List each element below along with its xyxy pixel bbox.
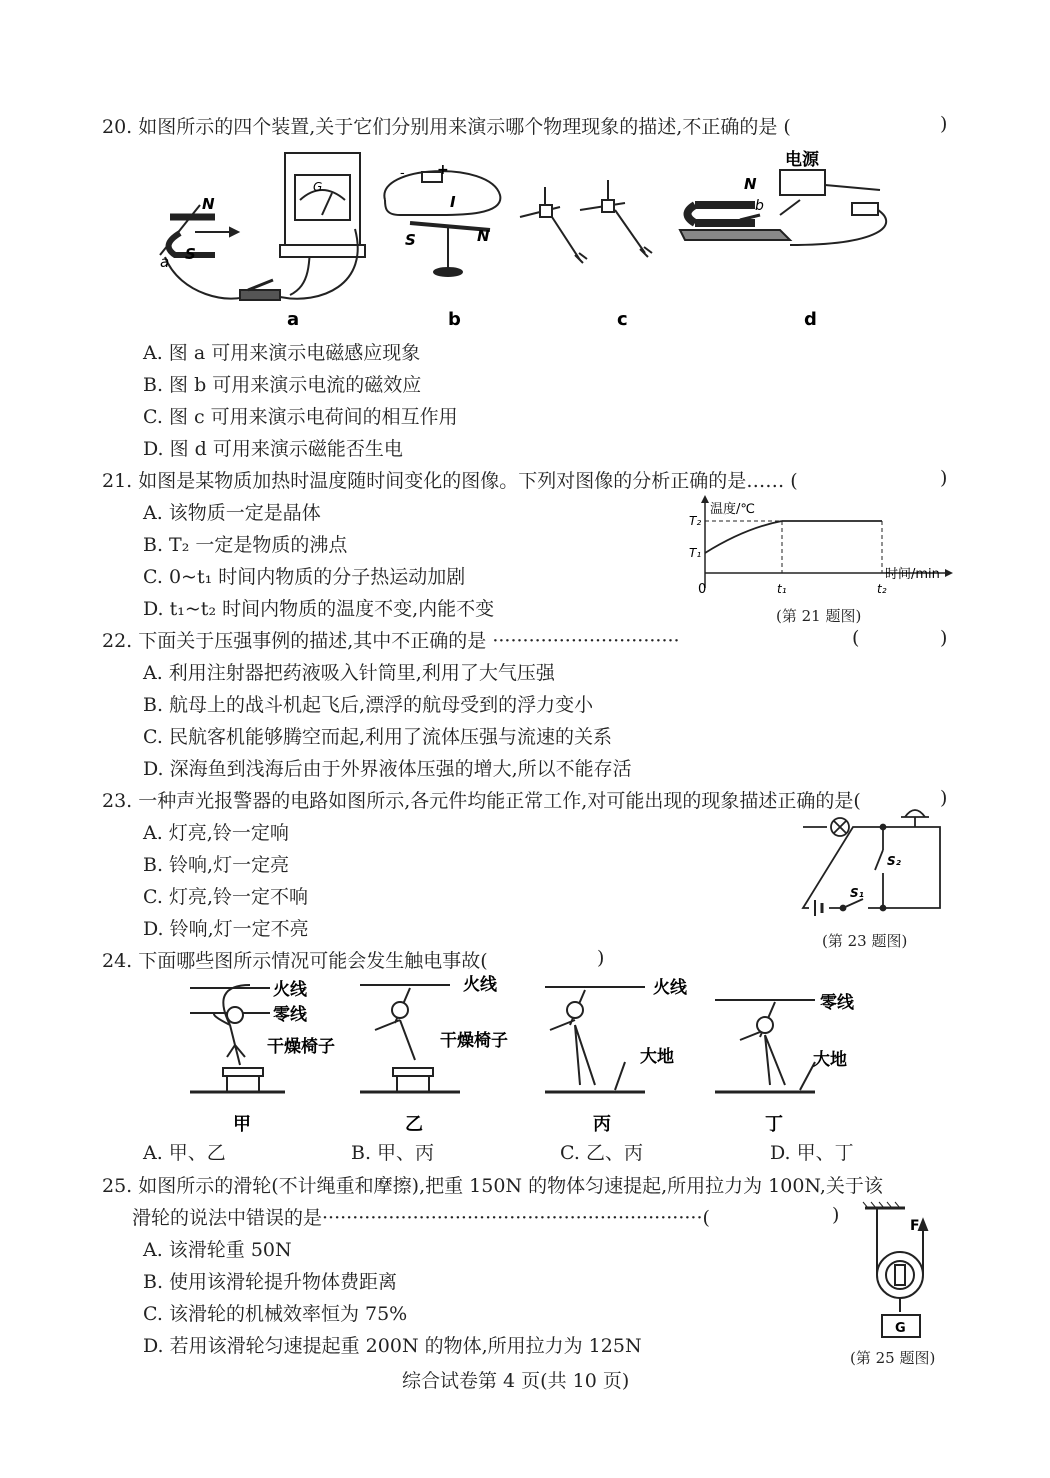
q24-option-c: C. 乙、丙 (560, 1142, 643, 1164)
fig-b-plus: + (437, 162, 449, 178)
graph-ylabel: 温度/℃ (710, 502, 755, 517)
q24-option-b: B. 甲、丙 (351, 1142, 435, 1164)
pulley-axle (895, 1265, 905, 1285)
q24-option-d: D. 甲、丁 (770, 1142, 854, 1164)
figure-b-apparatus (384, 171, 500, 276)
fig-a-n-label: N (202, 195, 215, 213)
fig-label-c: c (617, 309, 628, 330)
q25-stem-line2: 滑轮的说法中错误的是·······························································( (132, 1207, 710, 1229)
q20-close-paren: ) (940, 113, 948, 135)
q21-close-paren: ) (940, 467, 948, 489)
fig-jia-caption: 甲 (233, 1114, 251, 1135)
figure-a-apparatus (160, 153, 365, 300)
q20-figures (140, 145, 920, 330)
q22-option-d: D. 深海鱼到浅海后由于外界液体压强的增大,所以不能存活 (143, 758, 632, 780)
q25-option-d: D. 若用该滑轮匀速提起重 200N 的物体,所用拉力为 125N (143, 1335, 642, 1357)
q23-option-b: B. 铃响,灯一定亮 (143, 854, 290, 876)
q25-option-c: C. 该滑轮的机械效率恒为 75% (143, 1303, 408, 1325)
q22-open-paren: ( (852, 627, 860, 649)
q22-close-paren: ) (940, 627, 948, 649)
q21-graph (685, 493, 955, 608)
fig-d-b-label: b (755, 198, 764, 214)
graph-t2-label: T₂ (689, 514, 702, 528)
graph-t2-tick: t₂ (877, 582, 887, 596)
graph-xlabel: 时间/min (885, 567, 940, 582)
q23-option-a: A. 灯亮,铃一定响 (143, 822, 289, 844)
q21-stem: 21. 如图是某物质加热时温度随时间变化的图像。下列对图像的分析正确的是…… ( (102, 470, 798, 492)
force-f-label: F (910, 1218, 920, 1234)
q25-stem-line1: 25. 如图所示的滑轮(不计绳重和摩擦),把重 150N 的物体匀速提起,所用拉力为 100N,关于该 (102, 1175, 883, 1197)
q20-stem: 20. 如图所示的四个装置,关于它们分别用来演示哪个物理现象的描述,不正确的是 ( (102, 116, 791, 138)
fig-yi-chair-label: 干燥椅子 (440, 1031, 508, 1051)
fig-bing-caption: 丙 (593, 1114, 611, 1135)
q25-option-a: A. 该滑轮重 50N (143, 1239, 292, 1261)
junction-bottom (881, 906, 886, 911)
force-arrow (919, 1220, 927, 1230)
fig-yi-live-label: 火线 (463, 975, 497, 995)
fig-a-g-label: G (313, 180, 323, 194)
heating-curve (705, 521, 782, 553)
x-axis-arrow (945, 569, 953, 577)
fig-b-minus: - (400, 166, 405, 181)
q25-close-paren: ) (832, 1204, 840, 1226)
fig-jia-neutral-label: 零线 (273, 1005, 307, 1025)
graph-origin: 0 (698, 582, 707, 597)
q23-circuit (795, 805, 955, 920)
q21-option-c: C. 0~t₁ 时间内物质的分子热运动加剧 (143, 566, 466, 588)
q25-pulley (860, 1200, 950, 1345)
q21-option-b: B. T₂ 一定是物质的沸点 (143, 534, 348, 556)
graph-t1-tick: t₁ (777, 582, 787, 596)
fig-yi-caption: 乙 (405, 1114, 423, 1135)
battery-gap (809, 900, 829, 916)
q22-option-c: C. 民航客机能够腾空而起,利用了流体压强与流速的关系 (143, 726, 612, 748)
q22-stem: 22. 下面关于压强事例的描述,其中不正确的是 ······························· (102, 630, 680, 652)
q24-close-paren: ) (597, 947, 605, 969)
q21-option-d: D. t₁~t₂ 时间内物质的温度不变,内能不变 (143, 598, 495, 620)
fig-a-a-label: a (160, 253, 170, 271)
q24-option-a: A. 甲、乙 (143, 1142, 226, 1164)
fig-b-s-label: S (405, 231, 416, 249)
fig-d-n-label: N (744, 175, 757, 193)
q22-option-b: B. 航母上的战斗机起飞后,漂浮的航母受到的浮力变小 (143, 694, 594, 716)
q23-stem: 23. 一种声光报警器的电路如图所示,各元件均能正常工作,对可能出现的现象描述正确的是( (102, 790, 861, 812)
fig-ding-ground-label: 大地 (813, 1050, 847, 1070)
graph-t1-label: T₁ (689, 546, 702, 560)
q23-option-c: C. 灯亮,铃一定不响 (143, 886, 308, 908)
figure-d-apparatus (680, 170, 886, 245)
s2-switch-blade (875, 850, 883, 870)
fig-jia-chair-label: 干燥椅子 (267, 1037, 335, 1057)
figure-c-apparatus (520, 180, 652, 263)
bell-icon (905, 810, 925, 817)
fig-label-d: d (804, 309, 817, 330)
y-axis-arrow (701, 495, 709, 503)
q25-option-b: B. 使用该滑轮提升物体费距离 (143, 1271, 398, 1293)
q24-figures (185, 970, 875, 1140)
q22-option-a: A. 利用注射器把药液吸入针筒里,利用了大气压强 (143, 662, 555, 684)
fig-b-n-label: N (477, 227, 490, 245)
fig-bing-live-label: 火线 (653, 978, 687, 998)
fig-b-i-label: I (450, 193, 456, 211)
q23-caption: (第 23 题图) (822, 932, 908, 950)
page-footer: 综合试卷第 4 页(共 10 页) (402, 1370, 630, 1392)
weight-g-label: G (895, 1321, 906, 1336)
q23-close-paren: ) (940, 787, 948, 809)
q24-stem: 24. 下面哪些图所示情况可能会发生触电事故( (102, 950, 488, 972)
fig-label-a: a (287, 309, 300, 330)
q20-option-b: B. 图 b 可用来演示电流的磁效应 (143, 374, 422, 396)
s2-label: S₂ (887, 854, 901, 868)
q20-option-c: C. 图 c 可用来演示电荷间的相互作用 (143, 406, 458, 428)
q21-option-a: A. 该物质一定是晶体 (143, 502, 321, 524)
fig-a-s-label: S (185, 245, 196, 263)
fig-label-b: b (448, 309, 461, 330)
fig-d-power-label: 电源 (785, 150, 819, 170)
q20-option-a: A. 图 a 可用来演示电磁感应现象 (143, 342, 421, 364)
q20-option-d: D. 图 d 可用来演示磁能否生电 (143, 438, 403, 460)
q21-caption: (第 21 题图) (776, 607, 862, 625)
circuit-wires (803, 827, 940, 908)
fig-bing-ground-label: 大地 (640, 1047, 674, 1067)
fig-jia-live-label: 火线 (273, 980, 307, 1000)
fig-ding-neutral-label: 零线 (820, 993, 854, 1013)
q25-caption: (第 25 题图) (850, 1349, 936, 1367)
fig-ding-caption: 丁 (765, 1114, 783, 1135)
s1-label: S₁ (850, 886, 864, 900)
q23-option-d: D. 铃响,灯一定不亮 (143, 918, 309, 940)
